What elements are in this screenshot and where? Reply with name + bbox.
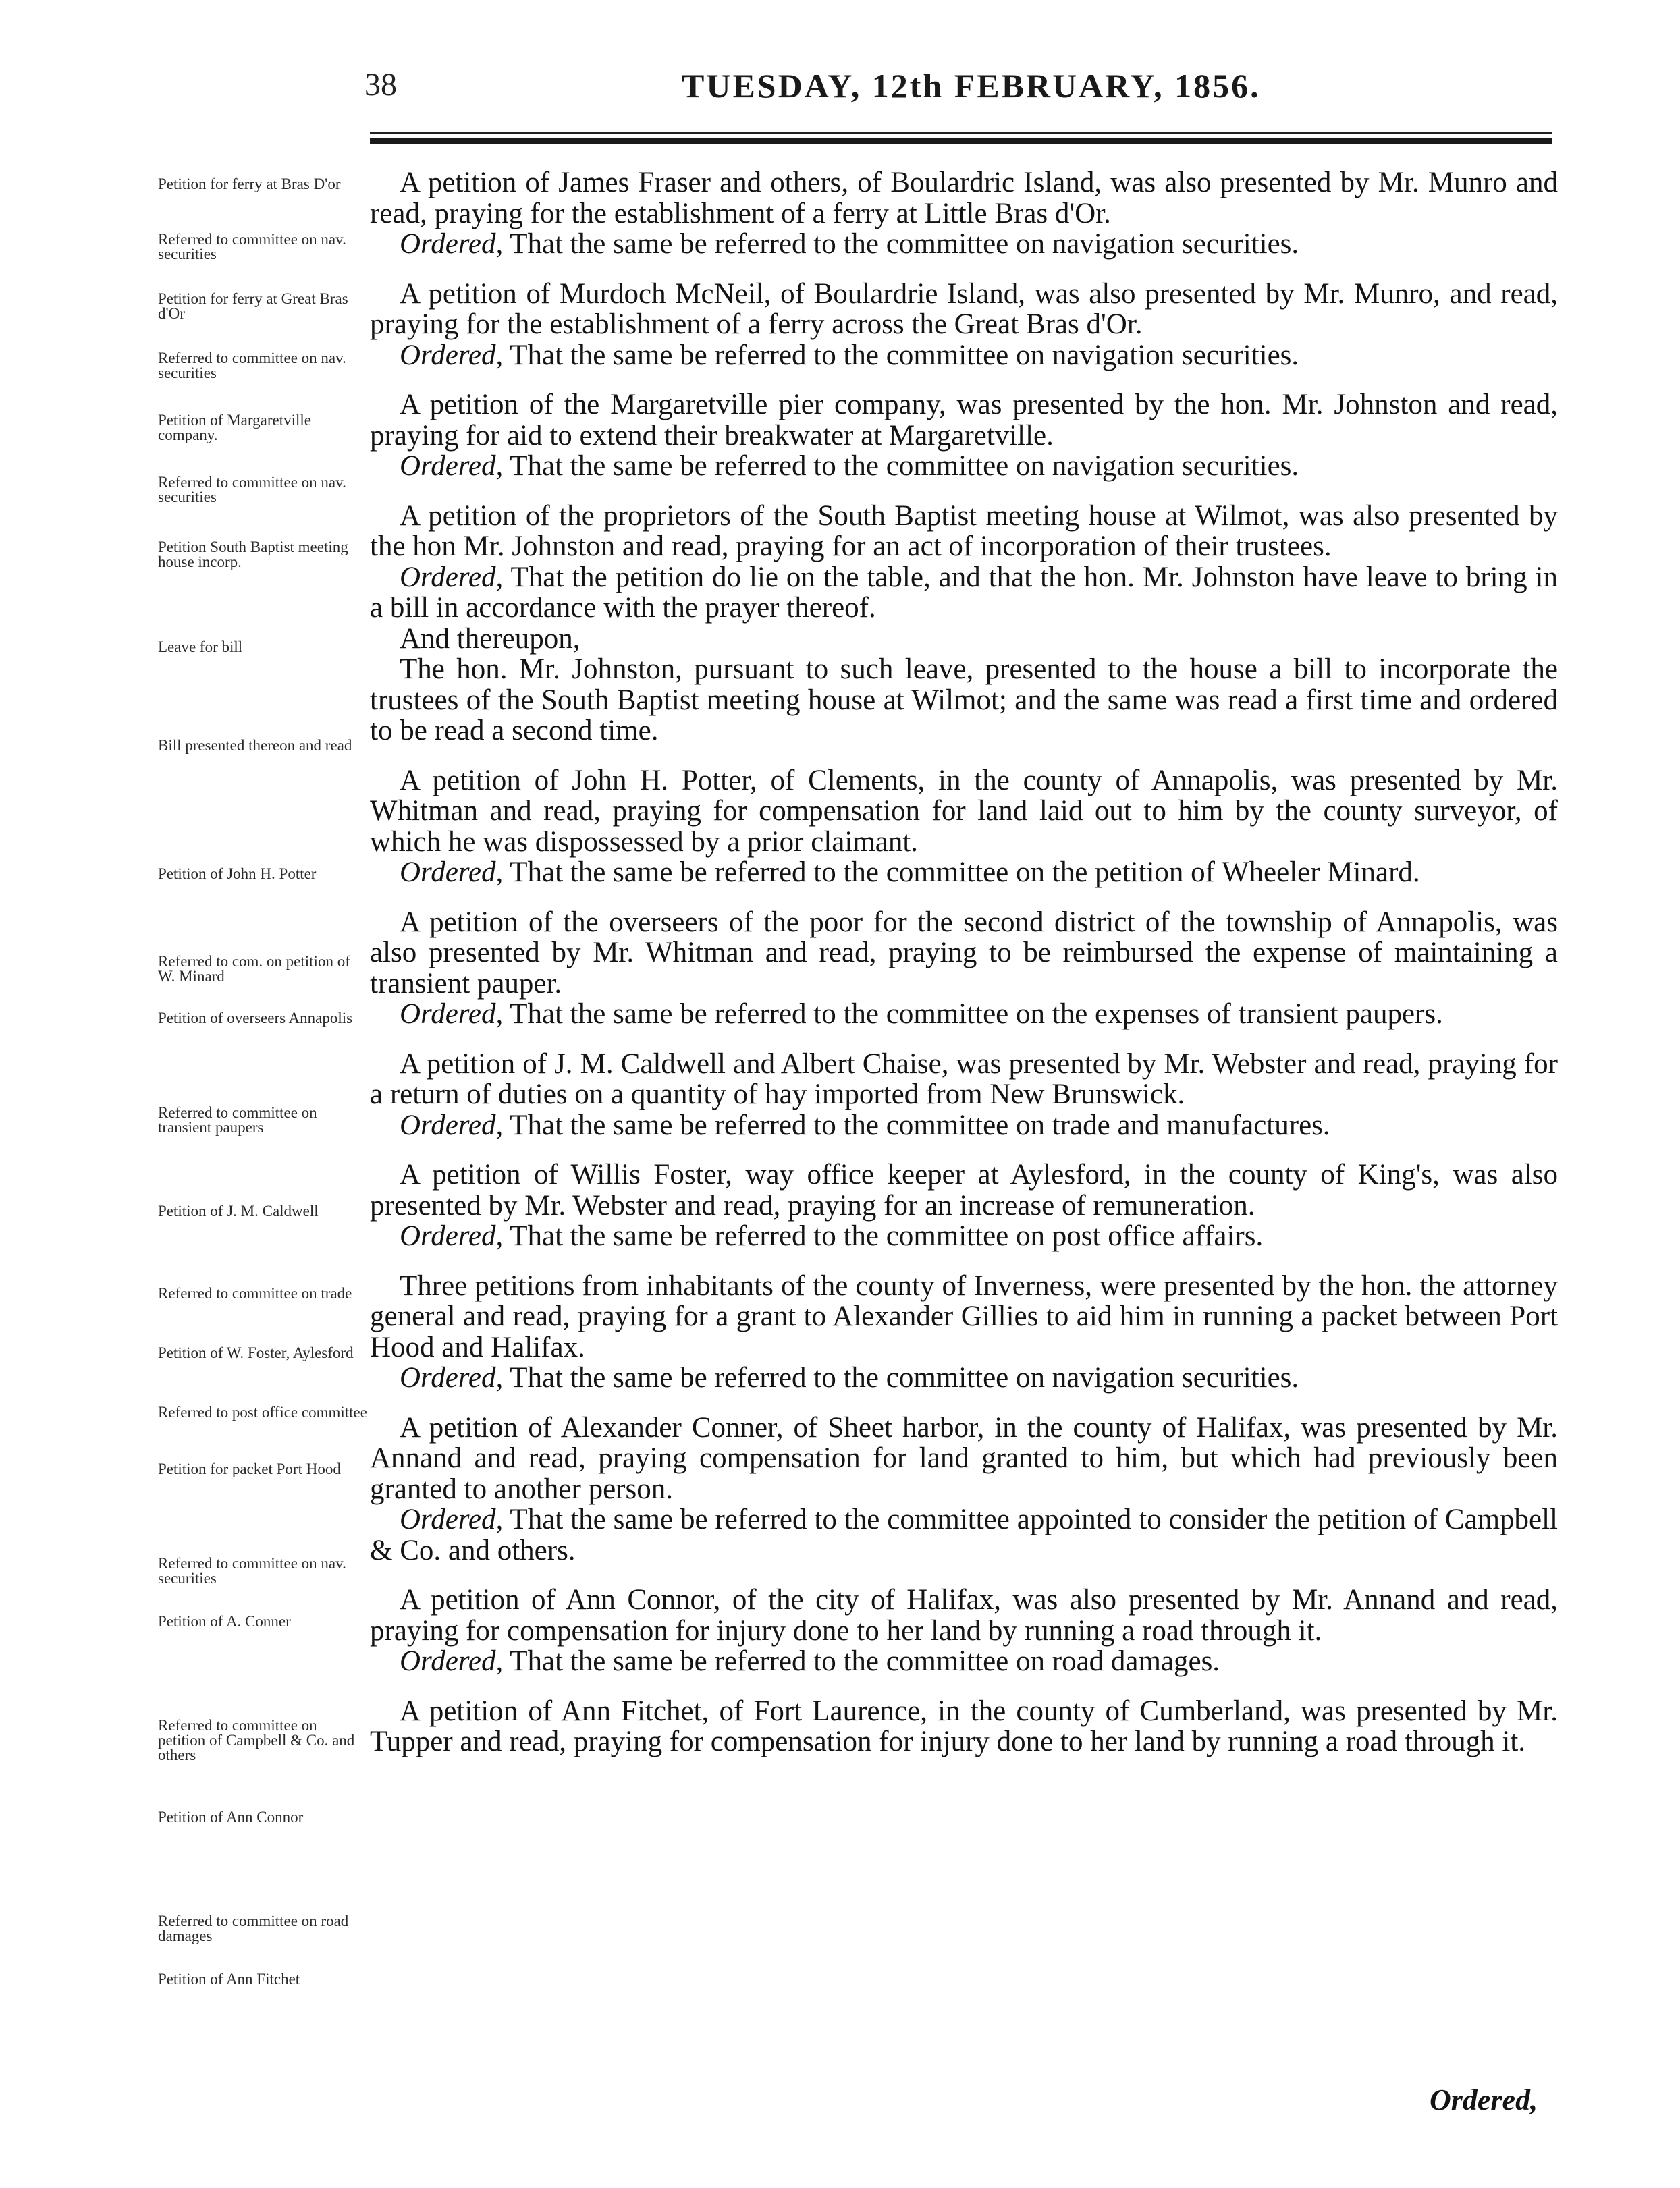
order-paragraph: Ordered, That the same be referred to the committee on trade and manufactures. <box>400 1109 1330 1141</box>
header-rule-thin <box>370 132 1552 134</box>
petition-paragraph: A petition of the overseers of the poor for the second district of the township of Annapolis, was also presented by Mr. Whitman and read, praying to be reimbursed the expense of maintaining a transient pauper. <box>370 906 1558 1000</box>
margin-note: Petition of John H. Potter <box>158 865 317 882</box>
petition-paragraph: A petition of James Fraser and others, of Boulardric Island, was also presented by Mr. Munro and read, praying for the establishment of a ferry at Little Bras d'Or. <box>370 167 1558 229</box>
petition-paragraph: A petition of John H. Potter, of Clements, in the county of Annapolis, was presented by Mr. Whitman and read, praying for compensation for land laid out to him by the county surveyor, of which he was dispossessed by a prior claimant. <box>370 764 1558 858</box>
order-paragraph: Ordered, That the same be referred to the committee on road damages. <box>400 1645 1220 1677</box>
margin-note: Referred to post office committee <box>158 1404 367 1421</box>
order-paragraph: Ordered, That the same be referred to the committee appointed to consider the petition of Campbell & Co. and others. <box>370 1504 1558 1566</box>
bill-paragraph: The hon. Mr. Johnston, pursuant to such leave, presented to the house a bill to incorporate the trustees of the South Baptist meeting house at Wilmot; and the same was read a first time and ordered to be read a second time. <box>370 653 1558 746</box>
petition-paragraph: A petition of Ann Fitchet, of Fort Laurence, in the county of Cumberland, was presented by Mr. Tupper and read, praying for compensation for injury done to her land by running a road through it. <box>370 1695 1558 1757</box>
petition-paragraph: A petition of Ann Connor, of the city of Halifax, was also presented by Mr. Annand and read, praying for compensation for injury done to her land by running a road through it. <box>370 1584 1558 1647</box>
margin-note: Referred to committee on road damages <box>158 1913 349 1944</box>
order-paragraph: Ordered, That the same be referred to the committee on navigation securities. <box>400 339 1299 371</box>
margin-note: Leave for bill <box>158 638 243 655</box>
order-paragraph: Ordered, That the same be referred to the committee on navigation securities. <box>400 450 1299 482</box>
margin-note: Petition of overseers Annapolis <box>158 1010 353 1027</box>
petition-paragraph: A petition of Alexander Conner, of Sheet harbor, in the county of Halifax, was presented by Mr. Annand and read, praying compensation for land granted to him, but which had previously been granted to another person. <box>370 1411 1558 1505</box>
margin-note: Petition of A. Conner <box>158 1613 291 1630</box>
margin-note: Referred to committee on nav. securities <box>158 350 346 381</box>
order-paragraph: Ordered, That the same be referred to the committee on post office affairs. <box>400 1220 1264 1252</box>
margin-note: Petition for packet Port Hood <box>158 1460 341 1477</box>
petition-paragraph: A petition of the Margaretville pier company, was presented by the hon. Mr. Johnston and read, praying for aid to extend their breakwater at Margaretville. <box>370 389 1558 452</box>
margin-note: Referred to committee on trade <box>158 1285 352 1302</box>
order-paragraph: Ordered, That the petition do lie on the table, and that the hon. Mr. Johnston have leave to bring in a bill in accordance with the prayer thereof. <box>370 561 1558 624</box>
margin-note: Referred to committee on nav. securities <box>158 474 346 505</box>
margin-note: Petition for ferry at Great Bras d'Or <box>158 290 348 322</box>
margin-note: Referred to committee on transient paupers <box>158 1104 317 1136</box>
thereupon-paragraph: And thereupon, <box>400 622 580 655</box>
page-header <box>364 66 1512 113</box>
petition-paragraph: A petition of Murdoch McNeil, of Boulardrie Island, was also presented by Mr. Munro, and read, praying for the establishment of a ferry across the Great Bras d'Or. <box>370 277 1558 340</box>
margin-note: Petition of Ann Connor <box>158 1809 304 1826</box>
order-paragraph: Ordered, That the same be referred to the committee on the expenses of transient paupers. <box>400 998 1443 1030</box>
margin-note: Referred to committee on nav. securities <box>158 1555 346 1587</box>
petition-paragraph: Three petitions from inhabitants of the county of Inverness, were presented by the hon. the attorney general and read, praying for a grant to Alexander Gillies to aid him in running a packet between Port Hood and Halifax. <box>370 1269 1558 1363</box>
margin-note: Petition of Margaretville company. <box>158 412 311 443</box>
margin-note: Referred to committee on petition of Campbell & Co. and others <box>158 1717 355 1763</box>
margin-note: Petition of J. M. Caldwell <box>158 1203 319 1220</box>
margin-note: Petition for ferry at Bras D'or <box>158 175 341 192</box>
journal-entries <box>370 167 1558 1757</box>
margin-note: Referred to com. on petition of W. Minard <box>158 953 350 985</box>
margin-note: Petition of Ann Fitchet <box>158 1971 300 1988</box>
header-rule-thick <box>370 138 1552 144</box>
margin-note: Petition South Baptist meeting house incorp. <box>158 539 348 570</box>
petition-paragraph: A petition of the proprietors of the South Baptist meeting house at Wilmot, was also presented by the hon Mr. Johnston and read, praying for an act of incorporation of their trustees. <box>370 499 1558 562</box>
page-number: 38 <box>364 67 397 103</box>
order-paragraph: Ordered, That the same be referred to the committee on navigation securities. <box>400 1362 1299 1394</box>
catchword: Ordered, <box>1430 2083 1538 2116</box>
petition-paragraph: A petition of Willis Foster, way office keeper at Aylesford, in the county of King's, was also presented by Mr. Webster and read, praying for an increase of remuneration. <box>370 1159 1558 1222</box>
order-paragraph: Ordered, That the same be referred to the committee on navigation securities. <box>400 228 1299 260</box>
running-title: TUESDAY, 12th FEBRUARY, 1856. <box>682 67 1261 105</box>
order-paragraph: Ordered, That the same be referred to the committee on the petition of Wheeler Minard. <box>400 856 1420 888</box>
margin-note: Bill presented thereon and read <box>158 737 352 754</box>
margin-note: Referred to committee on nav. securities <box>158 231 346 263</box>
petition-paragraph: A petition of J. M. Caldwell and Albert Chaise, was presented by Mr. Webster and read, praying for a return of duties on a quantity of hay imported from New Brunswick. <box>370 1047 1558 1110</box>
margin-note: Petition of W. Foster, Aylesford <box>158 1344 354 1361</box>
